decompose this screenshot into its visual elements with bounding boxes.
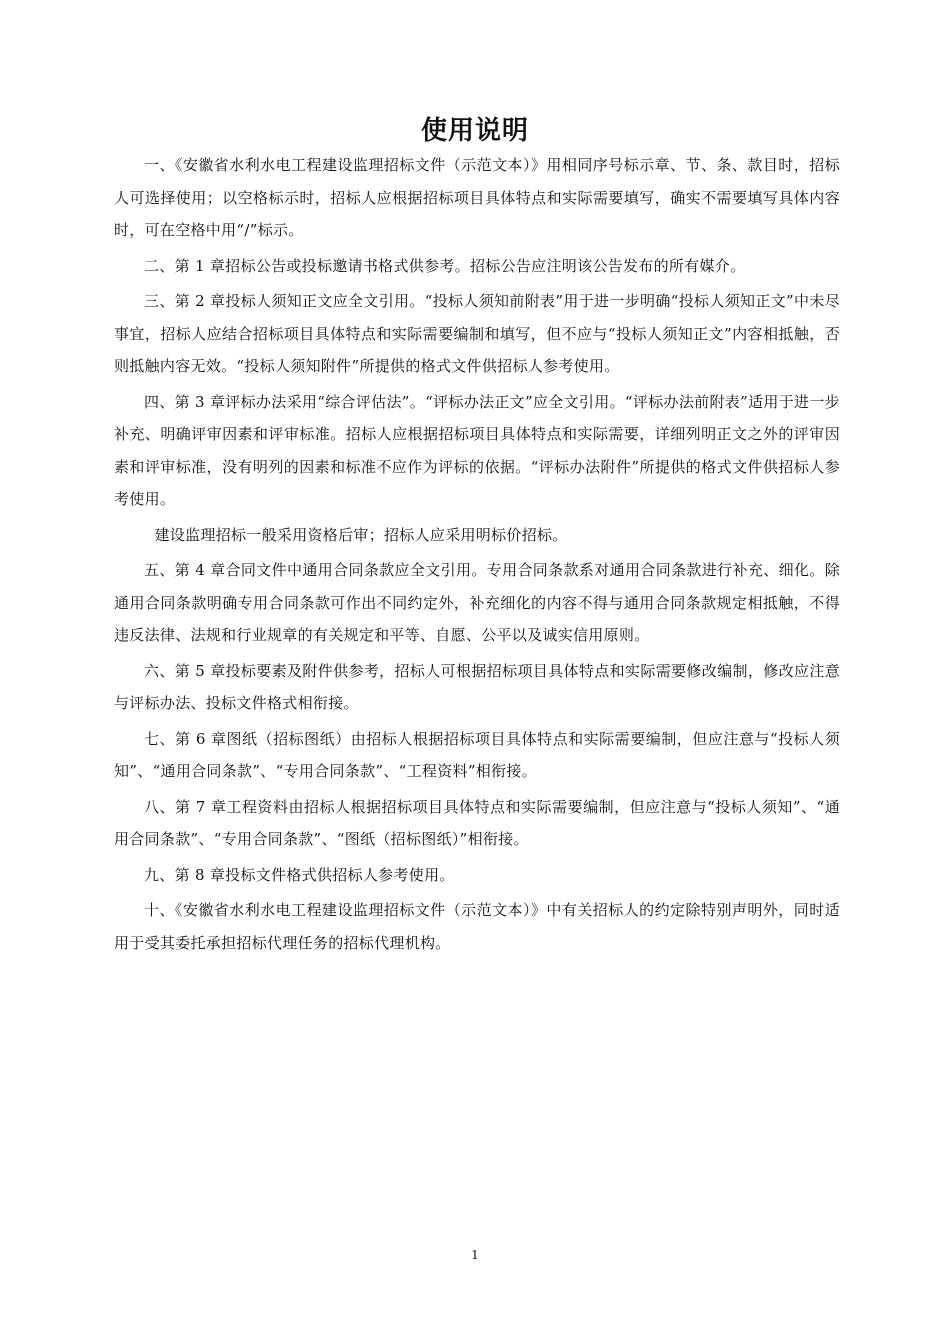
page-title: 使用说明 [420,116,529,146]
paragraph-5: 五、第 4 章合同文件中通用合同条款应全文引用。专用合同条款系对通用合同条款进行补充、细化。除通用合同条款明确专用合同条款可作出不同约定外，补充细化的内容不得与通用合同条款规定相抵触，不得违反法律、法规和行业规章的有关规定和平等、自愿、公平以及诚实信用原则。 [114,561,840,644]
paragraph-3: 三、第 2 章投标人须知正文应全文引用。“投标人须知前附表”用于进一步明确“投标人须知正文”中未尽事宜，招标人应结合招标项目具体特点和实际需要编制和填写，但不应与“投标人须知正文”内容相抵触，否则抵触内容无效。“投标人须知附件”所提供的格式文件供招标人参考使用。 [114,292,840,375]
document-body [114,149,840,959]
paragraph-2: 二、第 1 章招标公告或投标邀请书格式供参考。招标公告应注明该公告发布的所有媒介。 [144,256,746,275]
page-number: 1 [471,1248,479,1262]
paragraph-1: 一、《安徽省水利水电工程建设监理招标文件（示范文本）》用相同序号标示章、节、条、款目时，招标人可选择使用；以空格标示时，招标人应根据招标项目具体特点和实际需要填写，确实不需要填写具体内容时，可在空格中用“/”标示。 [114,156,840,239]
paragraph-7: 七、第 6 章图纸（招标图纸）由招标人根据招标项目具体特点和实际需要编制，但应注意与“投标人须知”、“通用合同条款”、“专用合同条款”、“工程资料”相衔接。 [114,729,840,780]
paragraph-6: 六、第 5 章投标要素及附件供参考，招标人可根据招标项目具体特点和实际需要修改编制，修改应注意与评标办法、投标文件格式相衔接。 [114,661,840,712]
paragraph-8: 八、第 7 章工程资料由招标人根据招标项目具体特点和实际需要编制，但应注意与“投标人须知”、“通用合同条款”、“专用合同条款”、“图纸（招标图纸）”相衔接。 [114,797,840,848]
paragraph-4: 四、第 3 章评标办法采用“综合评估法”。“评标办法正文”应全文引用。“评标办法前附表”适用于进一步补充、明确评审因素和评审标准。招标人应根据招标项目具体特点和实际需要，详细列明正文之外的评审因素和评审标准，没有明列的因素和标准不应作为评标的依据。“评标办法附件”所提供的格式文件供招标人参考使用。 [114,392,840,508]
paragraph-9: 九、第 8 章投标文件格式供招标人参考使用。 [144,865,455,884]
paragraph-10: 十、《安徽省水利水电工程建设监理招标文件（示范文本）》中有关招标人的约定除特别声明外，同时适用于受其委托承担招标代理任务的招标代理机构。 [114,901,840,952]
paragraph-4-note: 建设监理招标一般采用资格后审；招标人应采用明标价招标。 [154,525,568,544]
